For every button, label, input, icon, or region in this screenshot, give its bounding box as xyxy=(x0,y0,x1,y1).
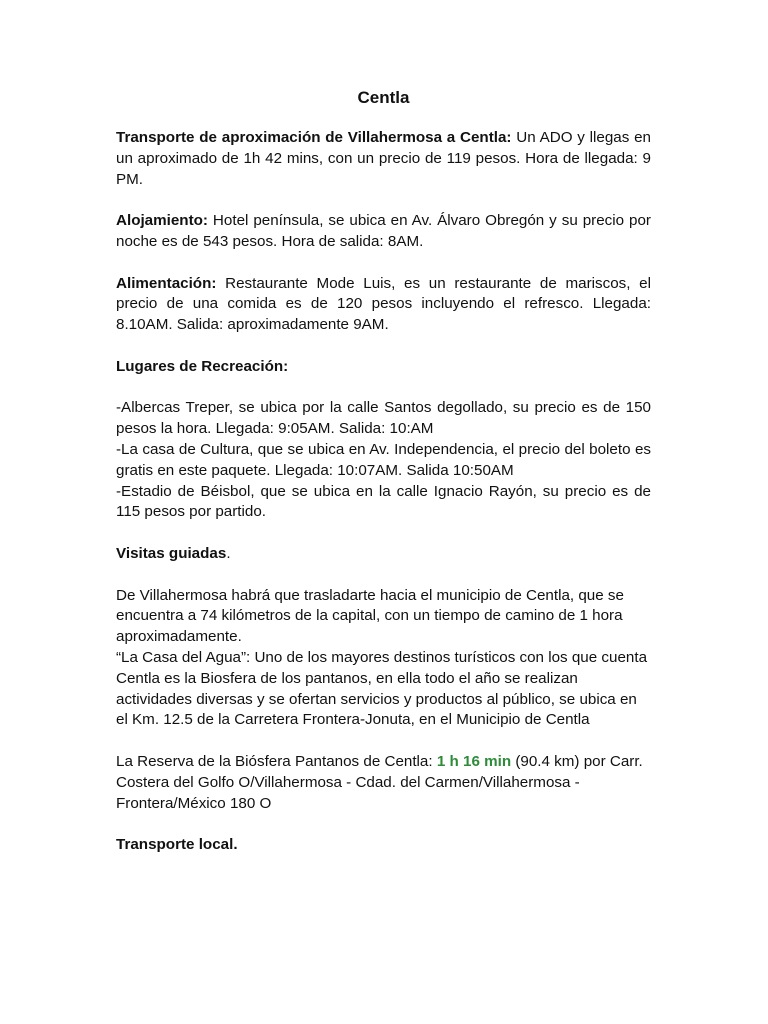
spacer xyxy=(116,190,651,211)
text-alimentacion: Restaurante Mode Luis, es un restaurante de mariscos, el precio de una comida es de 120 pesos incluyendo el refresco. Llegada: 8.10AM. Salida: aproximadamente 9AM. xyxy=(116,274,651,334)
reserva-travel-time: 1 h 16 min xyxy=(436,752,512,770)
text-transporte-aproximacion: Un ADO y llegas en un aproximado de 1h 42 mins, con un precio de 119 pesos. Hora de llegada: 9 PM. xyxy=(116,129,651,188)
label-alojamiento: Alojamiento: xyxy=(116,212,208,230)
heading-visitas-period: . xyxy=(226,544,231,562)
reserva-suffix: (90.4 km) por Carr. Costera del Golfo O/Villahermosa - Cdad. del Carmen/Villahermosa - Frontera/México 180 O xyxy=(116,752,643,812)
paragraph-alimentacion xyxy=(116,274,651,336)
paragraph-visitas-2: “La Casa del Agua”: Uno de los mayores destinos turísticos con los que cuenta Centla es la Biosfera de los pantanos, en ella todo el año se realizan actividades diversas y se ofertan servicios y productos al público, se ubica en el Km. 12.5 de la Carretera Frontera-Jonuta, en el Municipio de Centla xyxy=(116,648,648,729)
paragraph-transporte-aproximacion xyxy=(116,128,651,190)
spacer xyxy=(116,814,651,835)
spacer xyxy=(116,523,651,544)
paragraph-visitas-heading xyxy=(116,544,651,565)
paragraph-reserva xyxy=(116,752,651,814)
text-alojamiento: Hotel península, se ubica en Av. Álvaro Obregón y su precio por noche es de 543 pesos. Hora de salida: 8AM. xyxy=(116,212,651,250)
heading-transporte-local: Transporte local. xyxy=(116,836,238,854)
label-alimentacion: Alimentación: xyxy=(116,274,217,292)
reserva-prefix: La Reserva de la Biósfera Pantanos de Centla: xyxy=(116,752,437,770)
spacer xyxy=(116,565,651,586)
list-item-lugar: -Estadio de Béisbol, que se ubica en la calle Ignacio Rayón, su precio es de 115 pesos por partido. xyxy=(116,482,651,521)
label-transporte-aproximacion: Transporte de aproximación de Villahermosa a Centla: xyxy=(116,129,512,146)
list-item-lugar: -La casa de Cultura, que se ubica en Av. Independencia, el precio del boleto es gratis en este paquete. Llegada: 10:07AM. Salida 10:50AM xyxy=(116,440,651,479)
spacer xyxy=(116,731,651,752)
heading-visitas-guiadas: Visitas guiadas xyxy=(116,544,227,562)
paragraph-visitas-1: De Villahermosa habrá que trasladarte hacia el municipio de Centla, que se encuentra a 74 kilómetros de la capital, con un tiempo de camino de 1 hora aproximadamente. xyxy=(116,586,624,646)
heading-lugares-recreacion: Lugares de Recreación: xyxy=(116,357,289,375)
spacer xyxy=(116,253,651,274)
spacer xyxy=(116,336,651,357)
document-title: Centla xyxy=(357,88,410,107)
list-item-lugar: -Albercas Treper, se ubica por la calle Santos degollado, su precio es de 150 pesos la hora. Llegada: 9:05AM. Salida: 10:AM xyxy=(116,399,651,438)
spacer xyxy=(116,378,651,399)
paragraph-alojamiento xyxy=(116,211,651,253)
